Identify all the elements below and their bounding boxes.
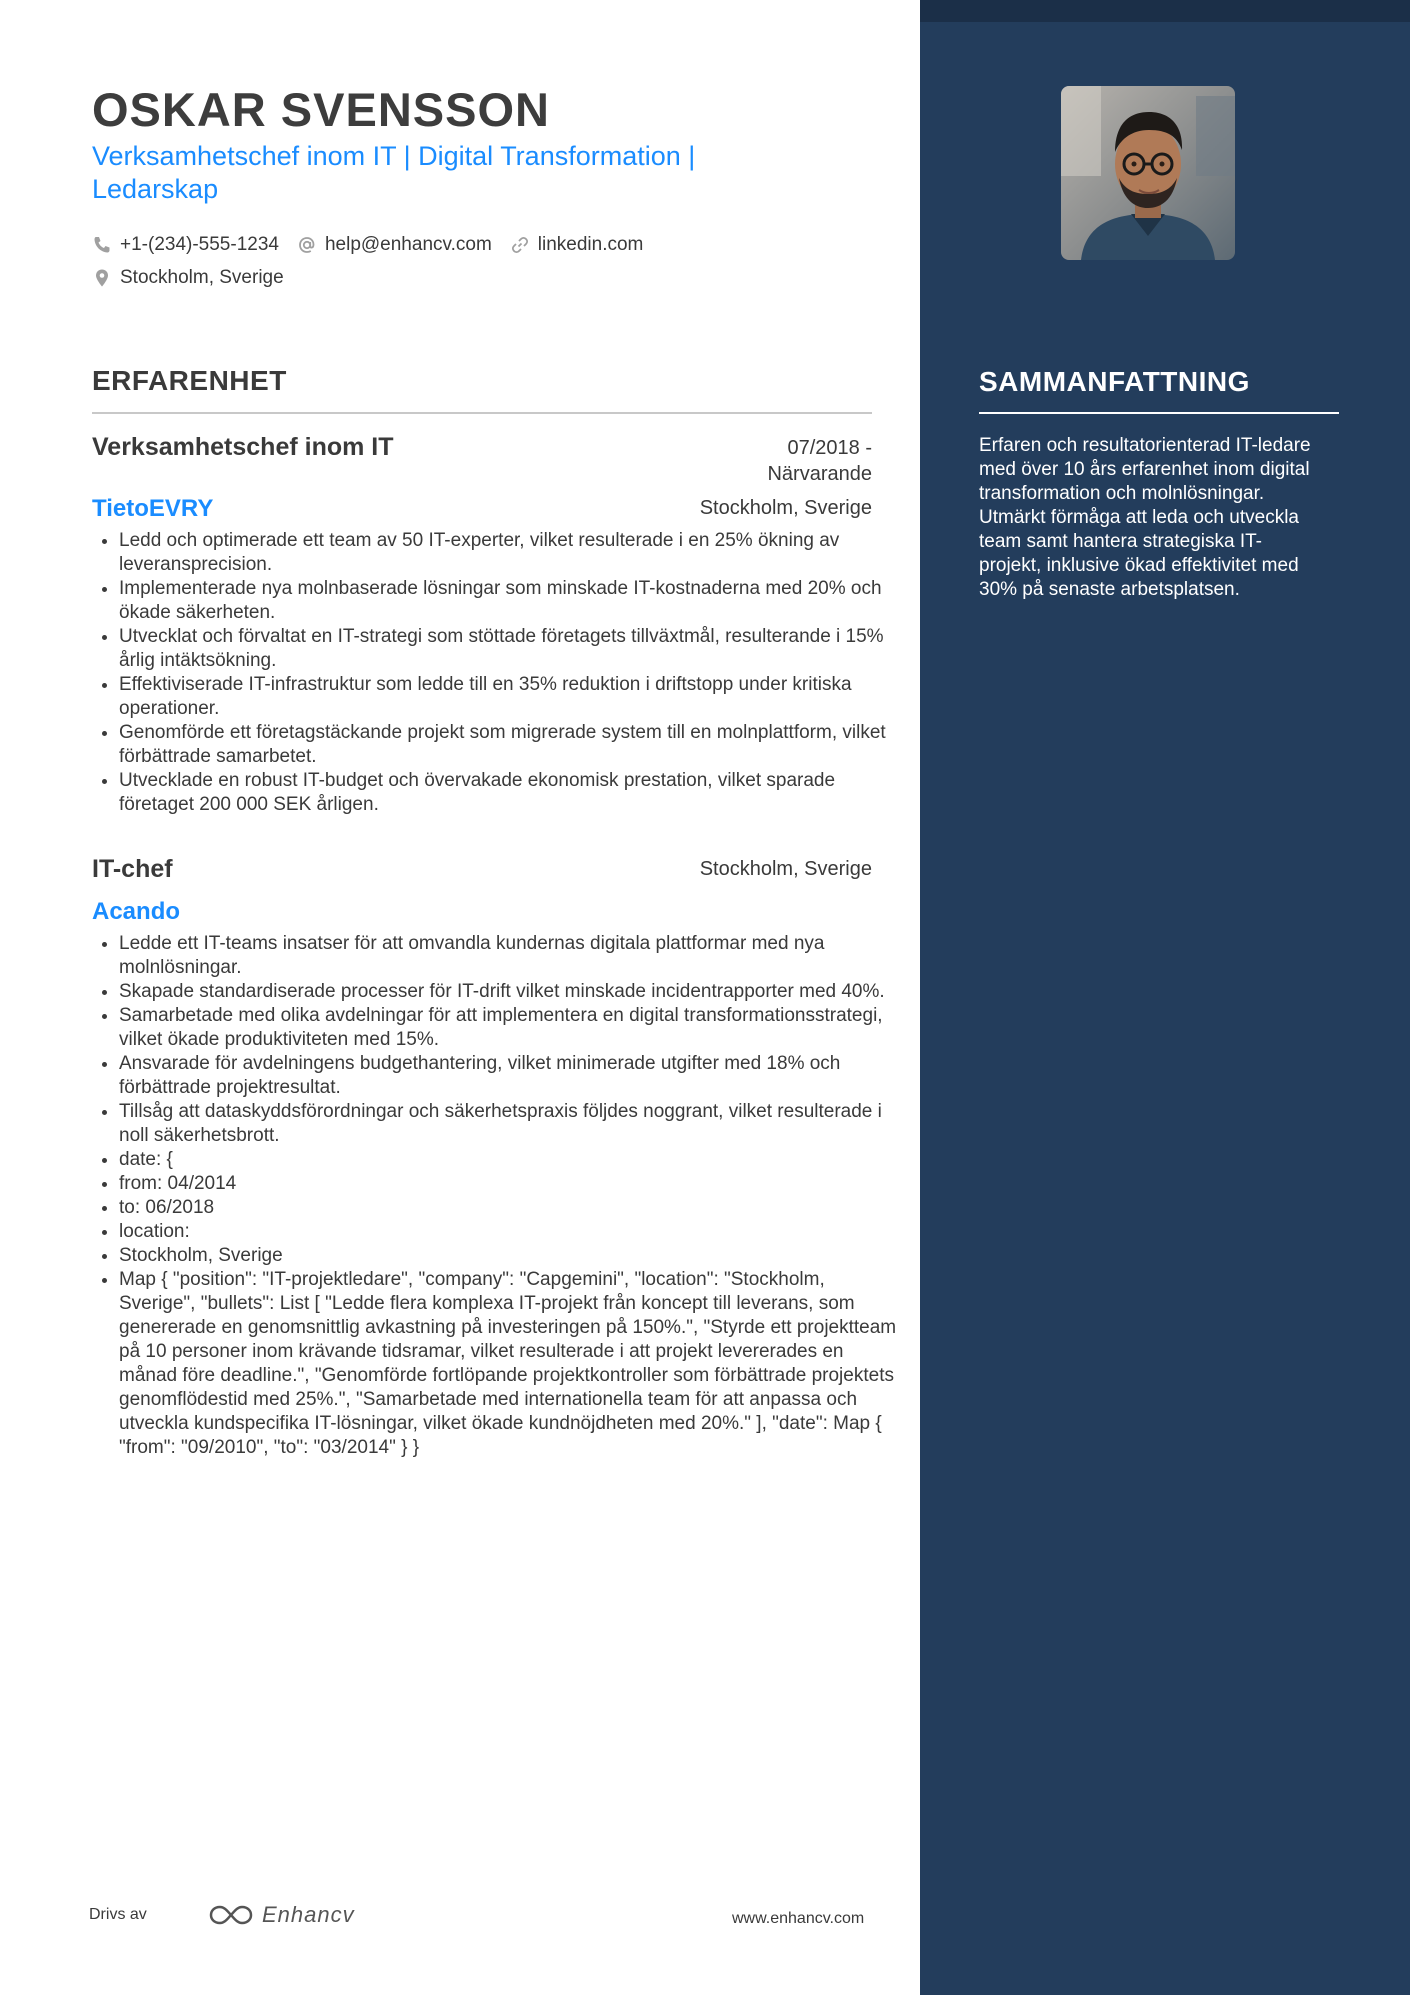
email-text: help@enhancv.com xyxy=(324,233,492,255)
list-item: • Effektiviserade IT-infrastruktur som ledde till en 35% reduktion i driftstopp under kritiska operationer. xyxy=(119,673,899,721)
list-item: • Utvecklat och förvaltat en IT-strategi som stöttade företagets tillväxtmål, resulterande i 15% årlig intäktsökning. xyxy=(119,625,899,673)
list-item: • Ledd och optimerade ett team av 50 IT-experter, vilket resulterade i en 25% ökning av leveransprecision. xyxy=(119,529,899,577)
list-item: • Implementerade nya molnbaserade lösningar som minskade IT-kostnaderna med 20% och ökade säkerheten. xyxy=(119,577,899,625)
location-text: Stockholm, Sverige xyxy=(120,266,284,288)
list-item: • from: 04/2014 xyxy=(119,1172,899,1196)
enhancv-logo-icon xyxy=(208,1903,254,1927)
list-item: • location: xyxy=(119,1220,899,1244)
contact-info xyxy=(92,228,812,294)
enhancv-logo-text: Enhancv xyxy=(262,1902,355,1927)
summary-text: Erfaren och resultatorienterad IT-ledare med över 10 års erfarenhet inom digital transformation och molnlösningar. Utmärkt förmåga att leda och utveckla team samt hantera strategiska IT-projekt, inklusive ökad effektivitet med 30% på senaste arbetsplatsen. xyxy=(979,435,1311,600)
job-bullets-2 xyxy=(92,932,899,1460)
experience-divider xyxy=(92,412,872,414)
contact-phone xyxy=(92,234,279,256)
list-item: • Tillsåg att dataskyddsförordningar och säkerhetspraxis följdes noggrant, vilket resulterade i noll säkerhetsbrott. xyxy=(119,1100,899,1148)
job-company-2[interactable]: Acando xyxy=(92,898,181,925)
job-bullets-1 xyxy=(92,529,899,817)
job-company-1[interactable]: TietoEVRY xyxy=(92,495,214,522)
list-item: • Skapade standardiserade processer för IT-drift vilket minskade incidentrapporter med 40%. xyxy=(119,980,899,1004)
list-item: • Map { "position": "IT-projektledare", "company": "Capgemini", "location": "Stockholm, Sverige", "bullets": List [ "Ledde flera komplexa IT-projekt från koncept till leverans, som genererade en genomsnittlig avkastning på investeringen på 150%.", "Styrde ett projektteam på 10 personer inom krävande tidsramar, vilket resulterade i att projekt levererades en månad före deadline.", "Genomförde fortlöpande projektkontroller som förbättrade projektets genomflödestid med 25%.", "Samarbetade med internationella team för att anpassa och utveckla kundspecifika IT-lösningar, vilket ökade kundnöjdheten med 20%." ], "date": Map { "from": "09/2010", "to": "03/2014" } } xyxy=(119,1268,899,1460)
list-item: • Utvecklade en robust IT-budget och övervakade ekonomisk prestation, vilket sparade företaget 200 000 SEK årligen. xyxy=(119,769,899,817)
sidebar-top-band xyxy=(920,0,1410,22)
contact-linkedin[interactable] xyxy=(510,234,644,256)
avatar xyxy=(1061,86,1235,260)
footer-url[interactable]: www.enhancv.com xyxy=(732,1910,865,1927)
sidebar xyxy=(920,0,1410,1995)
list-item: • date: { xyxy=(119,1148,899,1172)
at-icon xyxy=(297,235,317,255)
candidate-title: Verksamhetschef inom IT | Digital Transformation | Ledarskap xyxy=(92,141,696,204)
powered-by-label: Drivs av xyxy=(89,1906,147,1923)
linkedin-text: linkedin.com xyxy=(537,233,644,255)
candidate-name: OSKAR SVENSSON xyxy=(92,83,550,136)
phone-icon xyxy=(92,235,112,255)
job-location-2: Stockholm, Sverige xyxy=(699,858,872,880)
enhancv-logo[interactable] xyxy=(208,1902,355,1928)
contact-email[interactable] xyxy=(297,234,492,256)
location-pin-icon xyxy=(92,268,112,288)
link-icon xyxy=(510,235,530,255)
avatar-photo xyxy=(1061,86,1235,260)
list-item: • to: 06/2018 xyxy=(119,1196,899,1220)
phone-text: +1-(234)-555-1234 xyxy=(120,233,279,255)
list-item: • Ansvarade för avdelningens budgethantering, vilket minimerade utgifter med 18% och förbättrade projektresultat. xyxy=(119,1052,899,1100)
summary-divider xyxy=(979,412,1339,414)
contact-location xyxy=(92,267,284,289)
job-title-2: IT-chef xyxy=(92,855,173,883)
summary-heading: SAMMANFATTNING xyxy=(979,366,1250,397)
experience-heading: ERFARENHET xyxy=(92,365,287,396)
job-date-1: 07/2018 - Närvarande xyxy=(767,437,872,485)
list-item: • Samarbetade med olika avdelningar för att implementera en digital transformationsstrategi, vilket ökade produktiviteten med 15%. xyxy=(119,1004,899,1052)
job-location-1: Stockholm, Sverige xyxy=(699,497,872,519)
list-item: • Ledde ett IT-teams insatser för att omvandla kundernas digitala plattformar med nya molnlösningar. xyxy=(119,932,899,980)
list-item: • Genomförde ett företagstäckande projekt som migrerade system till en molnplattform, vilket förbättrade samarbetet. xyxy=(119,721,899,769)
job-title-1: Verksamhetschef inom IT xyxy=(92,433,394,461)
list-item: • Stockholm, Sverige xyxy=(119,1244,899,1268)
